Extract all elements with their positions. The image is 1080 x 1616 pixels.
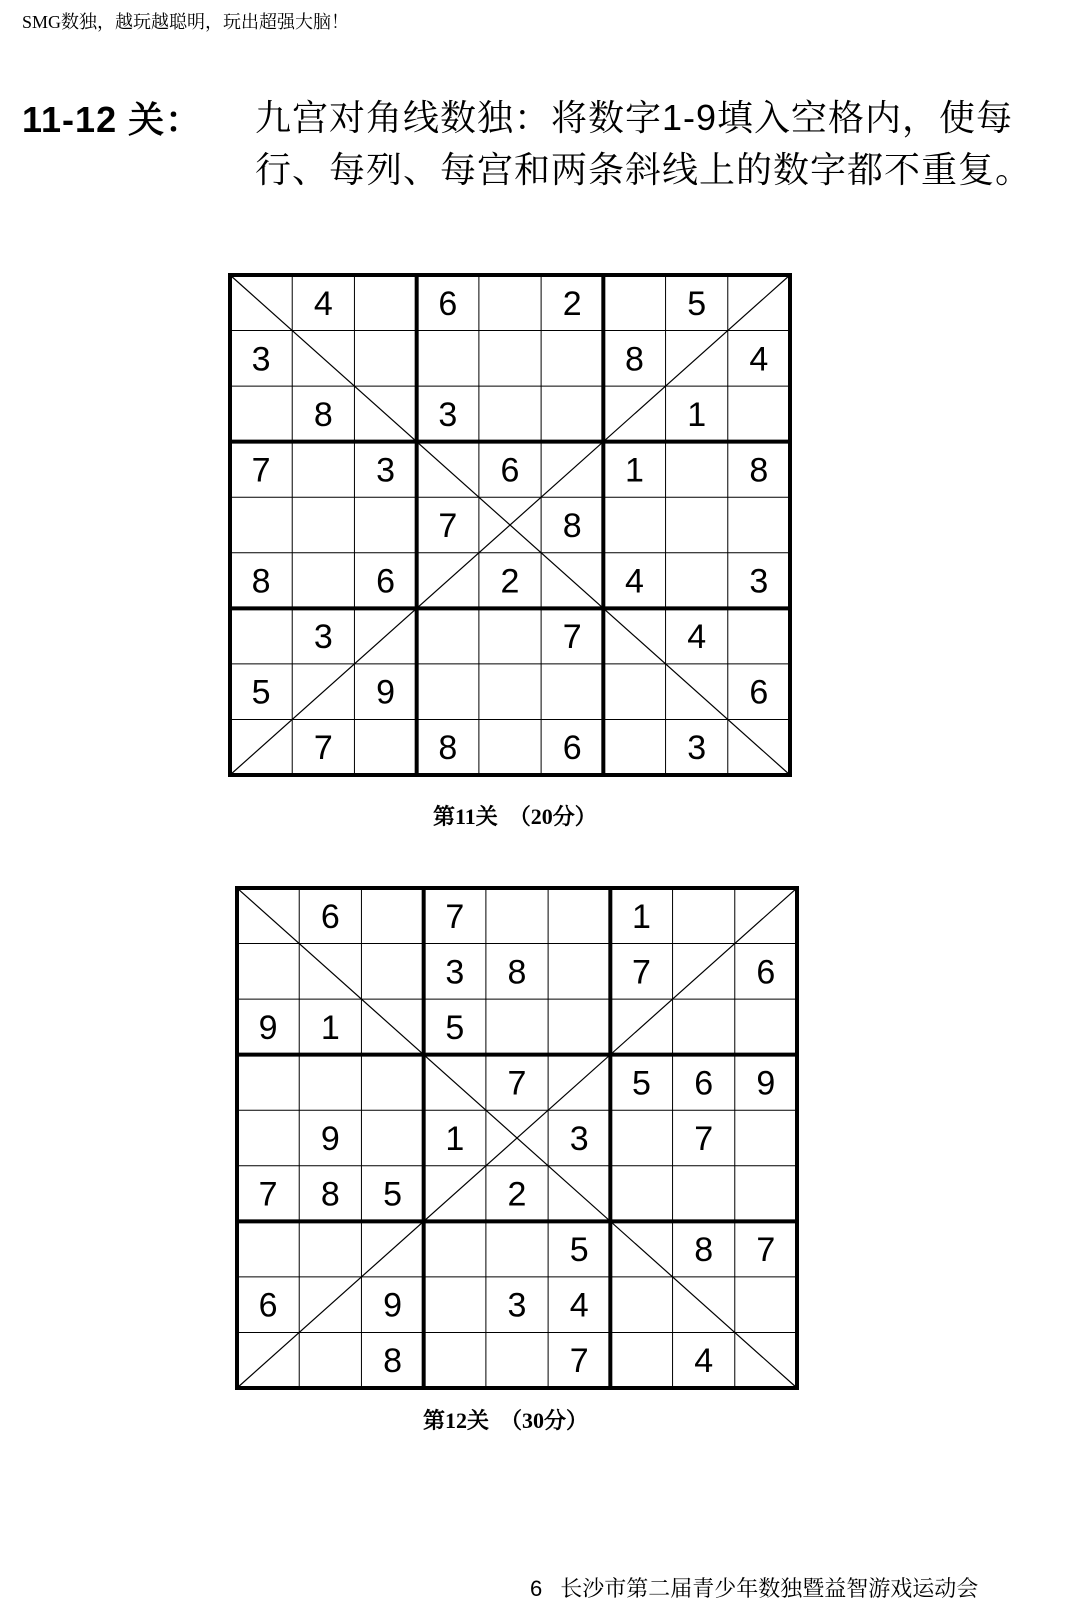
given-digit: 9 [258, 1008, 278, 1047]
given-digit: 9 [320, 1120, 340, 1158]
given-digit: 6 [500, 451, 520, 490]
given-digit: 7 [569, 1342, 589, 1381]
level-range-label: 11-12 关： [22, 99, 203, 140]
puzzle-caption-11: 第11关 （20分） [433, 804, 597, 829]
instructions-text: 九宫对角线数独：将数字1-9填入空格内，使每行、每列、每宫和两条斜线上的数字都不重复。 [255, 97, 1033, 190]
given-digit: 6 [694, 1064, 714, 1103]
given-digit: 3 [438, 395, 458, 434]
page-number: 6 [530, 1576, 543, 1601]
footer [530, 1572, 978, 1603]
given-digit: 8 [383, 1342, 403, 1381]
given-digit: 7 [507, 1064, 527, 1103]
given-digit: 1 [445, 1120, 465, 1158]
given-digit: 4 [313, 284, 333, 323]
given-digit: 8 [438, 729, 458, 768]
given-digit: 7 [694, 1120, 714, 1158]
given-digit: 3 [569, 1120, 589, 1158]
given-digit: 1 [320, 1008, 340, 1047]
given-digit: 2 [500, 562, 520, 601]
given-digit: 4 [694, 1342, 714, 1381]
given-digit: 4 [749, 340, 769, 379]
given-digit: 4 [687, 618, 707, 657]
given-digit: 6 [258, 1286, 278, 1325]
given-digit: 8 [749, 451, 769, 490]
given-digit: 5 [383, 1175, 403, 1214]
given-digit: 8 [694, 1231, 714, 1270]
given-digit: 1 [631, 897, 651, 936]
given-digit: 8 [320, 1175, 340, 1214]
given-digit: 2 [562, 284, 582, 323]
given-digit: 7 [251, 451, 271, 490]
given-digit: 3 [445, 953, 465, 992]
given-digit: 2 [507, 1175, 527, 1214]
given-digit: 3 [376, 451, 396, 490]
given-digit: 6 [756, 953, 776, 992]
given-digit: 1 [687, 395, 707, 434]
given-digit: 8 [313, 395, 333, 434]
given-digit: 4 [624, 562, 644, 601]
given-digit: 6 [562, 729, 582, 768]
given-digit: 8 [507, 953, 527, 992]
given-digit: 8 [251, 562, 271, 601]
given-digit: 5 [631, 1064, 651, 1103]
footer-text: 长沙市第二届青少年数独暨益智游戏运动会 [560, 1576, 979, 1601]
given-digit: 4 [569, 1286, 589, 1325]
given-digit: 9 [756, 1064, 776, 1103]
given-digit: 3 [749, 562, 769, 601]
given-digit: 5 [687, 284, 707, 323]
given-digit: 9 [376, 673, 396, 712]
given-digit: 6 [438, 284, 458, 323]
given-digit: 3 [507, 1286, 527, 1325]
given-digit: 6 [320, 897, 340, 936]
given-digit: 7 [438, 507, 458, 545]
given-digit: 5 [251, 673, 271, 712]
given-digit: 9 [383, 1286, 403, 1325]
sudoku-grid [228, 272, 792, 778]
given-digit: 5 [569, 1231, 589, 1270]
given-digit: 7 [756, 1231, 776, 1270]
sudoku-grid [235, 885, 799, 1391]
given-digit: 6 [749, 673, 769, 712]
given-digit: 1 [624, 451, 644, 490]
given-digit: 7 [631, 953, 651, 992]
given-digit: 3 [251, 340, 271, 379]
given-digit: 8 [624, 340, 644, 379]
given-digit: 3 [313, 618, 333, 657]
sudoku-puzzle-11 [228, 272, 792, 778]
given-digit: 7 [258, 1175, 278, 1214]
header-note: SMG数独，越玩越聪明，玩出超强大脑！ [22, 12, 350, 32]
sudoku-puzzle-12 [235, 885, 799, 1391]
given-digit: 5 [445, 1008, 465, 1047]
given-digit: 3 [687, 729, 707, 768]
given-digit: 7 [445, 897, 465, 936]
puzzle-caption-12: 第12关 （30分） [423, 1408, 589, 1433]
given-digit: 6 [376, 562, 396, 601]
given-digit: 8 [562, 507, 582, 545]
given-digit: 7 [313, 729, 333, 768]
given-digit: 7 [562, 618, 582, 657]
